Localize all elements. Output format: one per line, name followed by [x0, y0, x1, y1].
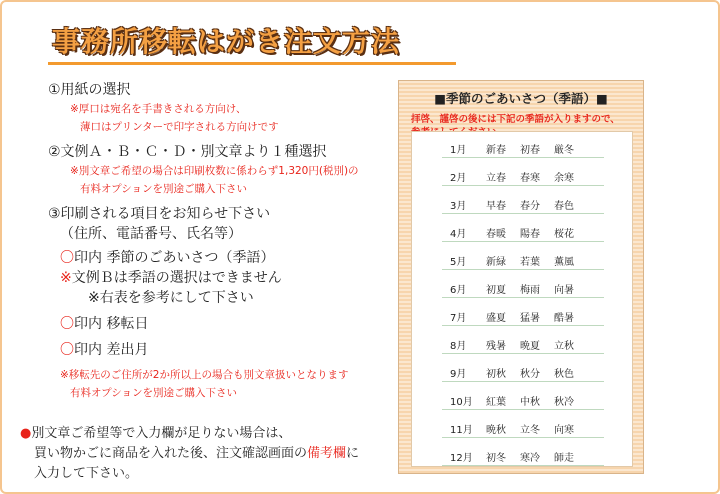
word-cell: 向寒 [554, 425, 574, 436]
word-cell: 初秋 [486, 369, 506, 380]
word-cell: 酷暑 [554, 313, 574, 324]
title-underline [48, 62, 456, 65]
step2-heading: ②文例Ａ・Ｂ・Ｃ・Ｄ・別文章より１種選択 [48, 144, 327, 160]
remarks-field-highlight: 備考欄 [307, 446, 347, 461]
circle-mark: 〇 [60, 250, 74, 266]
word-cell: 秋色 [554, 369, 574, 380]
word-cell: 立秋 [554, 341, 574, 352]
step3-heading: ③印刷される項目をお知らせ下さい [48, 206, 271, 222]
item-season-note [48, 268, 388, 288]
word-cell: 新緑 [486, 257, 506, 268]
table-row [442, 414, 604, 438]
table-row [442, 190, 604, 214]
word-cell: 猛暑 [520, 313, 540, 324]
word-cell: 桜花 [554, 229, 574, 240]
word-cell: 向暑 [554, 285, 574, 296]
word-cell: 春分 [520, 201, 540, 212]
remarks-instructions [20, 424, 410, 484]
item-move-date-label: 印内 移転日 [74, 316, 149, 332]
remarks-line-2-pre: 買い物かごに商品を入れた後、注文確認画面の [34, 446, 308, 461]
bullet-icon: ● [20, 426, 32, 441]
table-row [442, 134, 604, 158]
item-send-month-label: 印内 差出月 [74, 342, 149, 358]
step1-note-2: 薄口はプリンターで印字される方向けです [80, 121, 279, 133]
table-row [442, 218, 604, 242]
word-cell: 中秋 [520, 397, 540, 408]
month-cell: 4月 [450, 229, 467, 240]
item-season-greeting [48, 248, 388, 268]
table-row [442, 386, 604, 410]
word-cell: 早春 [486, 201, 506, 212]
month-cell: 11月 [450, 425, 473, 436]
item-move-date [48, 314, 388, 334]
word-cell: 初冬 [486, 453, 506, 464]
instructions [48, 78, 388, 402]
remarks-line-1 [20, 424, 410, 444]
circle-mark: 〇 [60, 316, 74, 332]
step1-heading: ①用紙の選択 [48, 82, 131, 98]
table-row [442, 358, 604, 382]
word-cell: 薫風 [554, 257, 574, 268]
table-row [442, 246, 604, 270]
month-cell: 2月 [450, 173, 467, 184]
step2-note-1: ※別文章ご希望の場合は印刷枚数に係わらず1,320円(税別)の [70, 165, 359, 177]
remarks-line-2-post: に [346, 446, 360, 461]
item-send-month [48, 340, 388, 360]
word-cell: 新春 [486, 145, 506, 156]
word-cell: 晩秋 [486, 425, 506, 436]
item-season-subnote: ※右表を参考にして下さい [88, 290, 254, 306]
word-cell: 春色 [554, 201, 574, 212]
step1-note-1: ※厚口は宛名を手書きされる方向け、 [70, 103, 247, 115]
month-cell: 10月 [450, 397, 473, 408]
table-row [442, 162, 604, 186]
word-cell: 師走 [554, 453, 574, 464]
word-cell: 初春 [520, 145, 540, 156]
table-row [442, 442, 604, 466]
panel-note-1: 拝啓、謹啓の後には下記の季語が入りますので、 [411, 114, 620, 125]
word-cell: 秋分 [520, 369, 540, 380]
word-cell: 残暑 [486, 341, 506, 352]
note-mark: ※ [60, 270, 72, 286]
word-cell: 秋冷 [554, 397, 574, 408]
page-title: 事務所移転はがき注文方法 [52, 25, 401, 58]
word-cell: 立冬 [520, 425, 540, 436]
word-cell: 立春 [486, 173, 506, 184]
month-cell: 8月 [450, 341, 467, 352]
month-cell: 5月 [450, 257, 467, 268]
word-cell: 寒冷 [520, 453, 540, 464]
word-cell: 厳冬 [554, 145, 574, 156]
item-season-greeting-label: 印内 季節のごあいさつ（季語） [74, 250, 275, 266]
multi-address-note-2: 有料オプションを別途ご購入下さい [70, 387, 238, 399]
circle-mark: 〇 [60, 342, 74, 358]
word-cell: 盛夏 [486, 313, 506, 324]
month-cell: 12月 [450, 453, 473, 464]
remarks-line-3: 入力して下さい。 [34, 466, 139, 481]
seasonal-words-table [411, 131, 633, 467]
word-cell: 陽春 [520, 229, 540, 240]
item-season-note-text: 文例Ｂは季語の選択はできません [71, 270, 282, 286]
multi-address-note-1: ※移転先のご住所が2か所以上の場合も別文章扱いとなります [60, 369, 349, 381]
table-row [442, 274, 604, 298]
word-cell: 梅雨 [520, 285, 540, 296]
remarks-line-1-text: 別文章ご希望等で入力欄が足りない場合は、 [31, 426, 292, 441]
page-title-wrap [52, 20, 400, 60]
word-cell: 若葉 [520, 257, 540, 268]
month-cell: 1月 [450, 145, 467, 156]
month-cell: 7月 [450, 313, 467, 324]
month-cell: 9月 [450, 369, 467, 380]
month-cell: 3月 [450, 201, 467, 212]
word-cell: 余寒 [554, 173, 574, 184]
step3-subheading: （住所、電話番号、氏名等） [60, 226, 242, 242]
word-cell: 紅葉 [486, 397, 506, 408]
word-cell: 初夏 [486, 285, 506, 296]
word-cell: 春暖 [486, 229, 506, 240]
table-row [442, 330, 604, 354]
month-cell: 6月 [450, 285, 467, 296]
word-cell: 晩夏 [520, 341, 540, 352]
step2-note-2: 有料オプションを別途ご購入下さい [80, 183, 248, 195]
panel-title: ■季節のごあいさつ（季語）■ [434, 91, 608, 106]
word-cell: 春寒 [520, 173, 540, 184]
seasonal-words-panel [398, 80, 644, 474]
table-row [442, 302, 604, 326]
remarks-line-2 [20, 444, 410, 464]
